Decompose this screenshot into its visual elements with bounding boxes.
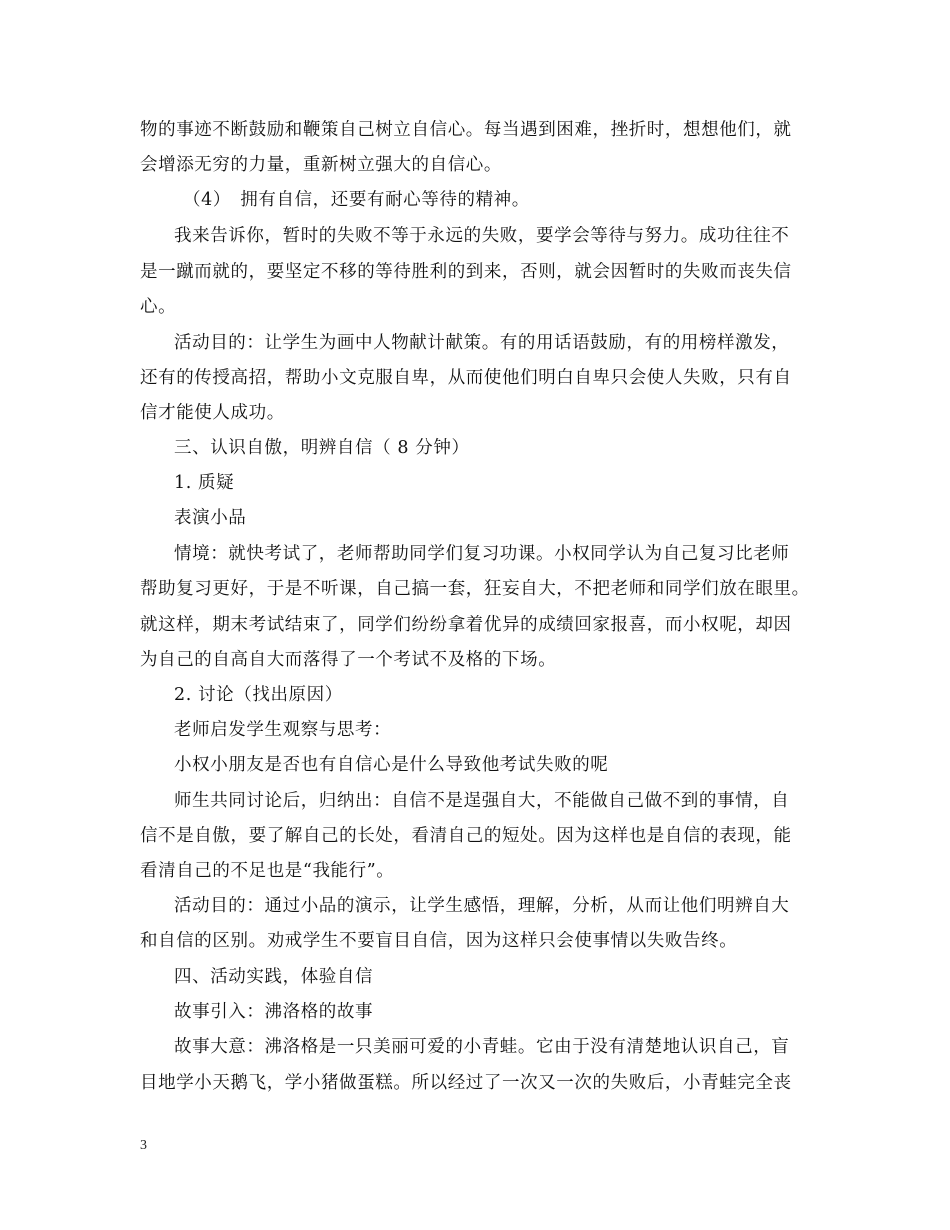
subsection-heading: 2. 讨论（找出原因） (174, 685, 343, 705)
section-heading: 四、活动实践，体验自信 (174, 967, 374, 987)
text-line: 是一蹴而就的，要坚定不移的等待胜利的到来，否则，就会因暂时的失败而丧失信 (140, 262, 792, 282)
text-line: 活动目的：让学生为画中人物献计献策。有的用话语鼓励，有的用榜样激发， (174, 333, 790, 353)
subsection-heading: 1. 质疑 (174, 473, 235, 493)
text-line: 信才能使人成功。 (140, 403, 285, 423)
text-line: 心。 (140, 297, 177, 317)
text-line: 师生共同讨论后，归纳出：自信不是逞强自大，不能做自己做不到的事情，自 (174, 791, 790, 811)
text-line: 活动目的：通过小品的演示，让学生感悟，理解，分析，从而让他们明辨自大 (174, 896, 790, 916)
text-line: 还有的传授高招，帮助小文克服自卑，从而使他们明白自卑只会使人失败，只有自 (140, 368, 792, 388)
text-line: 看清自己的不足也是“我能行”。 (140, 861, 395, 881)
page-number: 3 (140, 1138, 147, 1153)
text-line: 帮助复习更好，于是不听课，自己搞一套，狂妄自大，不把老师和同学们放在眼里。 (140, 579, 810, 599)
text-line: 老师启发学生观察与思考： (174, 720, 392, 740)
text-line: 小权小朋友是否也有自信心是什么导致他考试失败的呢 (174, 755, 609, 775)
text-line: 信不是自傲，要了解自己的长处，看清自己的短处。因为这样也是自信的表现，能 (140, 826, 792, 846)
text-line: 故事大意：沸洛格是一只美丽可爱的小青蛙。它由于没有清楚地认识自己，盲 (174, 1037, 790, 1057)
text-line: 情境：就快考试了，老师帮助同学们复习功课。小权同学认为自己复习比老师 (174, 544, 790, 564)
text-line: 和自信的区别。劝戒学生不要盲目自信，因为这样只会使事情以失败告终。 (140, 931, 738, 951)
text-line: 表演小品 (174, 508, 247, 528)
text-line: 物的事迹不断鼓励和鞭策自己树立自信心。每当遇到困难，挫折时，想想他们，就 (140, 120, 792, 140)
text-line: 目地学小天鹅飞，学小猪做蛋糕。所以经过了一次又一次的失败后，小青蛙完全丧 (140, 1073, 792, 1093)
text-line: 为自己的自高自大而落得了一个考试不及格的下场。 (140, 650, 557, 670)
section-heading: 三、认识自傲，明辨自信（ 8 分钟） (174, 438, 470, 458)
text-line: 就这样，期末考试结束了，同学们纷纷拿着优异的成绩回家报喜，而小权呢，却因 (140, 615, 792, 635)
text-line: 故事引入：沸洛格的故事 (174, 1002, 374, 1022)
text-line: 会增添无穷的力量，重新树立强大的自信心。 (140, 155, 502, 175)
text-line: 我来告诉你，暂时的失败不等于永远的失败，要学会等待与努力。成功往往不 (174, 226, 790, 246)
text-line: （4） 拥有自信，还要有耐心等待的精神。 (183, 190, 530, 210)
